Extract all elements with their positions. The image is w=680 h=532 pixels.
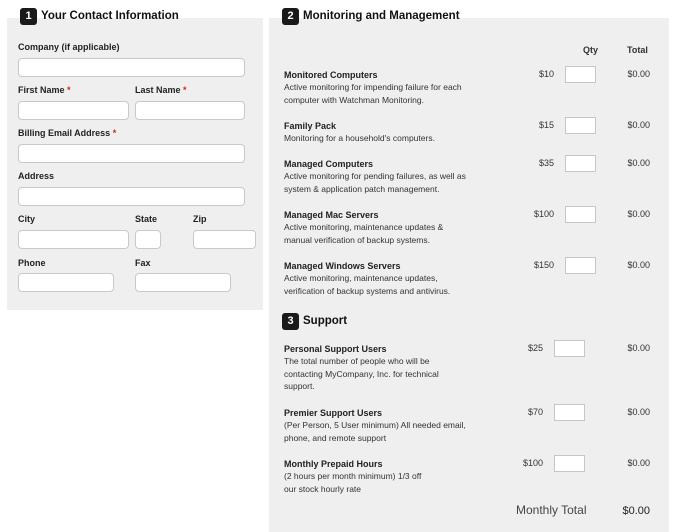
first-name-label: First Name * <box>18 85 71 95</box>
fax-input[interactable] <box>135 273 231 292</box>
billing-email-input[interactable] <box>18 144 245 163</box>
line-total: $0.00 <box>627 260 650 270</box>
first-name-input[interactable] <box>18 101 129 120</box>
last-name-input[interactable] <box>135 101 245 120</box>
monthly-total-label: Monthly Total <box>516 503 587 517</box>
line-total: $0.00 <box>627 343 650 353</box>
product-name: Personal Support Users <box>284 344 387 354</box>
step-2-badge: 2 <box>282 8 299 25</box>
line-total: $0.00 <box>627 69 650 79</box>
qty-input-family-pack[interactable] <box>565 117 596 134</box>
product-managed-windows-servers <box>284 260 484 297</box>
qty-column-header: Qty <box>583 45 599 55</box>
product-price: $15 <box>538 120 554 130</box>
state-input[interactable] <box>135 230 161 249</box>
billing-email-label: Billing Email Address * <box>18 128 117 138</box>
zip-label: Zip <box>193 214 207 224</box>
company-label: Company (if applicable) <box>18 42 120 52</box>
product-description: Active monitoring, maintenance updates & manual verification of backup systems. <box>284 222 444 245</box>
required-marker: * <box>112 128 117 138</box>
product-name: Family Pack <box>284 121 337 131</box>
product-monitored-computers <box>284 69 484 106</box>
product-name: Premier Support Users <box>284 408 383 418</box>
company-input[interactable] <box>18 58 245 77</box>
phone-input[interactable] <box>18 273 114 292</box>
qty-input-managed-windows-servers[interactable] <box>565 257 596 274</box>
product-name: Managed Windows Servers <box>284 261 401 271</box>
qty-input-managed-computers[interactable] <box>565 155 596 172</box>
city-label: City <box>18 214 36 224</box>
product-description: Active monitoring for pending failures, as well as system & application patch management. <box>284 171 466 194</box>
product-personal-support-users <box>284 343 484 393</box>
city-input[interactable] <box>18 230 129 249</box>
product-price: $25 <box>527 343 543 353</box>
qty-input-monitored-computers[interactable] <box>565 66 596 83</box>
product-name: Managed Computers <box>284 159 374 169</box>
product-description: Monitoring for a household's computers. <box>284 133 435 143</box>
line-total: $0.00 <box>627 407 650 417</box>
qty-input-monthly-prepaid-hours[interactable] <box>554 455 585 472</box>
line-total: $0.00 <box>627 458 650 468</box>
address-label: Address <box>18 171 55 181</box>
line-total: $0.00 <box>627 158 650 168</box>
product-managed-mac-servers <box>284 209 484 246</box>
zip-input[interactable] <box>193 230 256 249</box>
step-3-badge: 3 <box>282 313 299 330</box>
state-label: State <box>135 214 158 224</box>
product-description: (Per Person, 5 User minimum) All needed email, phone, and remote support <box>284 420 466 443</box>
qty-input-personal-support-users[interactable] <box>554 340 585 357</box>
product-name: Monthly Prepaid Hours <box>284 459 383 469</box>
product-description: Active monitoring for impending failure for each computer with Watchman Monitoring. <box>284 82 462 105</box>
address-input[interactable] <box>18 187 245 206</box>
product-name: Managed Mac Servers <box>284 210 379 220</box>
product-price: $150 <box>533 260 554 270</box>
product-name: Monitored Computers <box>284 70 378 80</box>
product-description: (2 hours per month minimum) 1/3 off our stock hourly rate <box>284 471 422 494</box>
product-managed-computers <box>284 158 484 195</box>
qty-input-premier-support-users[interactable] <box>554 404 585 421</box>
support-section-title: Support <box>303 315 348 327</box>
line-total: $0.00 <box>627 120 650 130</box>
qty-input-managed-mac-servers[interactable] <box>565 206 596 223</box>
product-price: $10 <box>538 69 554 79</box>
step-1-badge: 1 <box>20 8 37 25</box>
product-description: The total number of people who will be contacting MyCompany, Inc. for technical support. <box>284 356 439 392</box>
required-marker: * <box>183 85 187 95</box>
required-marker: * <box>67 85 71 95</box>
phone-label: Phone <box>18 258 46 268</box>
product-price: $70 <box>527 407 543 417</box>
monitoring-section-title: Monitoring and Management <box>303 10 460 22</box>
last-name-label: Last Name * <box>135 85 187 95</box>
product-price: $100 <box>522 458 543 468</box>
product-premier-support-users <box>284 407 484 444</box>
product-description: Active monitoring, maintenance updates, verification of backup systems and antivirus. <box>284 273 451 296</box>
product-price: $100 <box>533 209 554 219</box>
product-family-pack <box>284 120 484 145</box>
contact-section-title: Your Contact Information <box>41 10 179 22</box>
line-total: $0.00 <box>627 209 650 219</box>
product-monthly-prepaid-hours <box>284 458 484 495</box>
fax-label: Fax <box>135 258 151 268</box>
monthly-total-value: $0.00 <box>622 505 650 517</box>
product-price: $35 <box>538 158 554 168</box>
total-column-header: Total <box>627 45 648 55</box>
